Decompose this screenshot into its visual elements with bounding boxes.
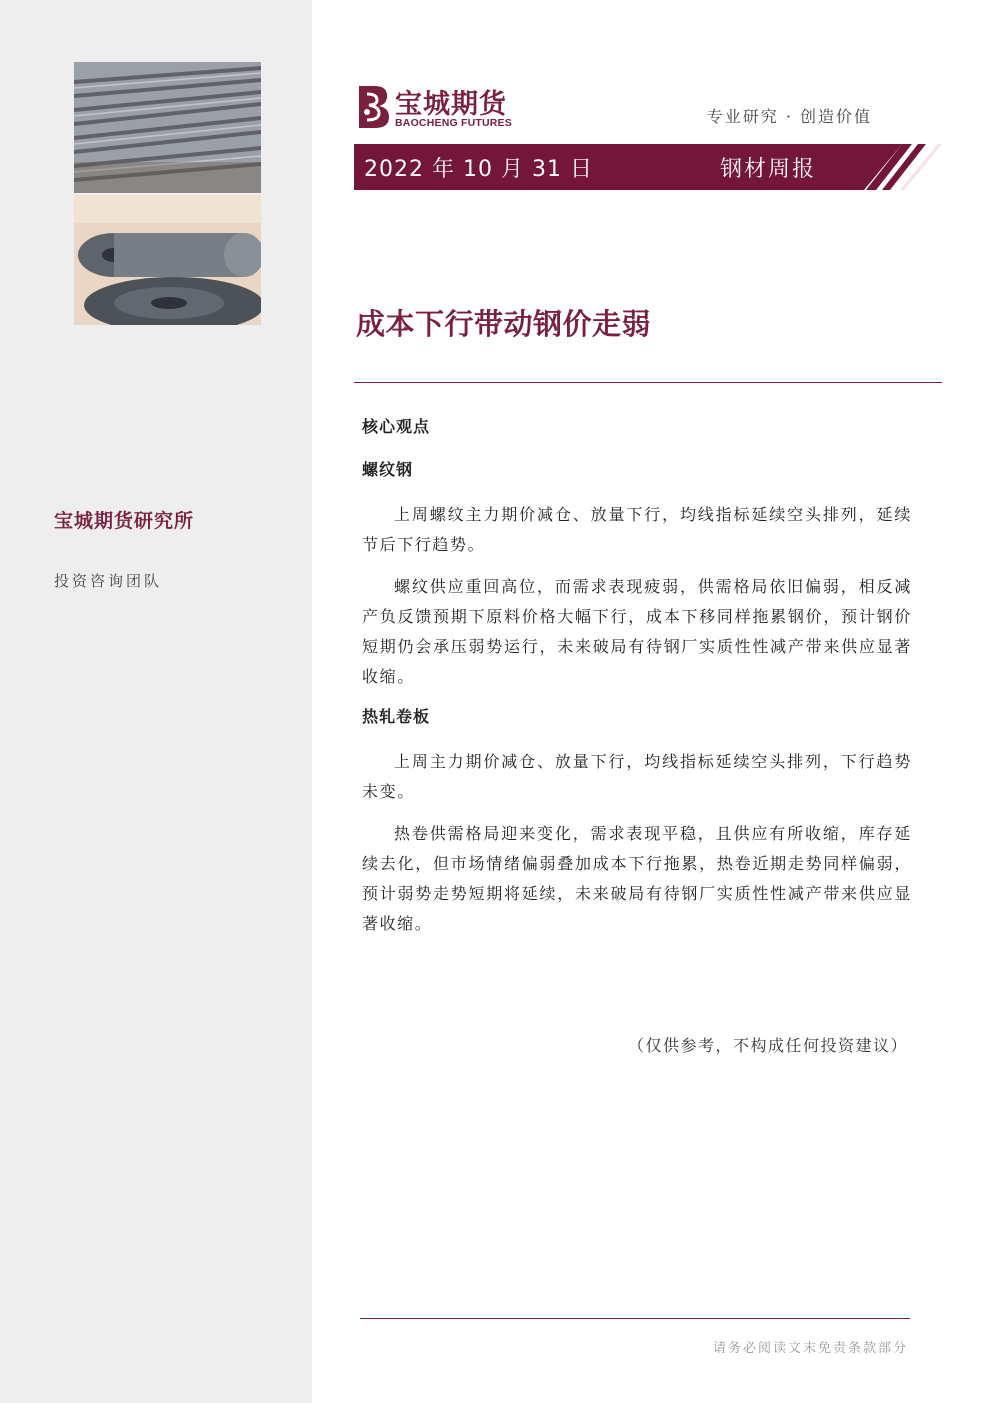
logo-english-name: BAOCHENG FUTURES	[395, 117, 512, 129]
research-institute-name: 宝城期货研究所	[54, 510, 195, 532]
hot-rolled-paragraph: 上周主力期价减仓、放量下行，均线指标延续空头排列，下行趋势未变。	[362, 752, 912, 801]
core-view-heading: 核心观点	[362, 417, 431, 436]
footer-divider	[360, 1318, 910, 1319]
disclaimer: （仅供参考，不构成任何投资建议）	[627, 1036, 908, 1055]
hot-rolled-paragraph: 热卷供需格局迎来变化，需求表现平稳，且供应有所收缩，库存延续去化，但市场情绪偏弱叠加成本下行拖累，热卷近期走势同样偏弱，预计弱势走势短期将延续，未来破局有待钢厂实质性性减产带来供应显著收缩。	[362, 824, 912, 933]
report-date: 2022 年 10 月 31 日	[364, 157, 593, 182]
rebar-photo	[74, 62, 261, 193]
hot-rolled-heading: 热轧卷板	[362, 707, 431, 726]
report-body	[362, 414, 912, 951]
report-title: 成本下行带动钢价走弱	[356, 307, 652, 341]
company-logo	[355, 82, 525, 134]
footer-note: 请务必阅读文末免责条款部分	[712, 1341, 908, 1356]
rebar-heading: 螺纹钢	[362, 460, 414, 479]
rebar-paragraph: 上周螺纹主力期价减仓、放量下行，均线指标延续空头排列，延续节后下行趋势。	[362, 505, 912, 554]
title-divider	[354, 382, 942, 383]
team-name: 投资咨询团队	[54, 572, 163, 590]
logo-chinese-name: 宝城期货	[395, 89, 507, 120]
logo-b-icon	[355, 82, 391, 130]
slogan: 专业研究 · 创造价值	[706, 107, 872, 126]
rebar-paragraph: 螺纹供应重回高位，而需求表现疲弱，供需格局依旧偏弱，相反减产负反馈预期下原料价格大幅下行，成本下移同样拖累钢价，预计钢价短期仍会承压弱势运行，未来破局有待钢厂实质性性减产带来供应显著收缩。	[362, 577, 912, 686]
report-type: 钢材周报	[720, 157, 817, 182]
steel-coil-photo	[74, 195, 261, 325]
